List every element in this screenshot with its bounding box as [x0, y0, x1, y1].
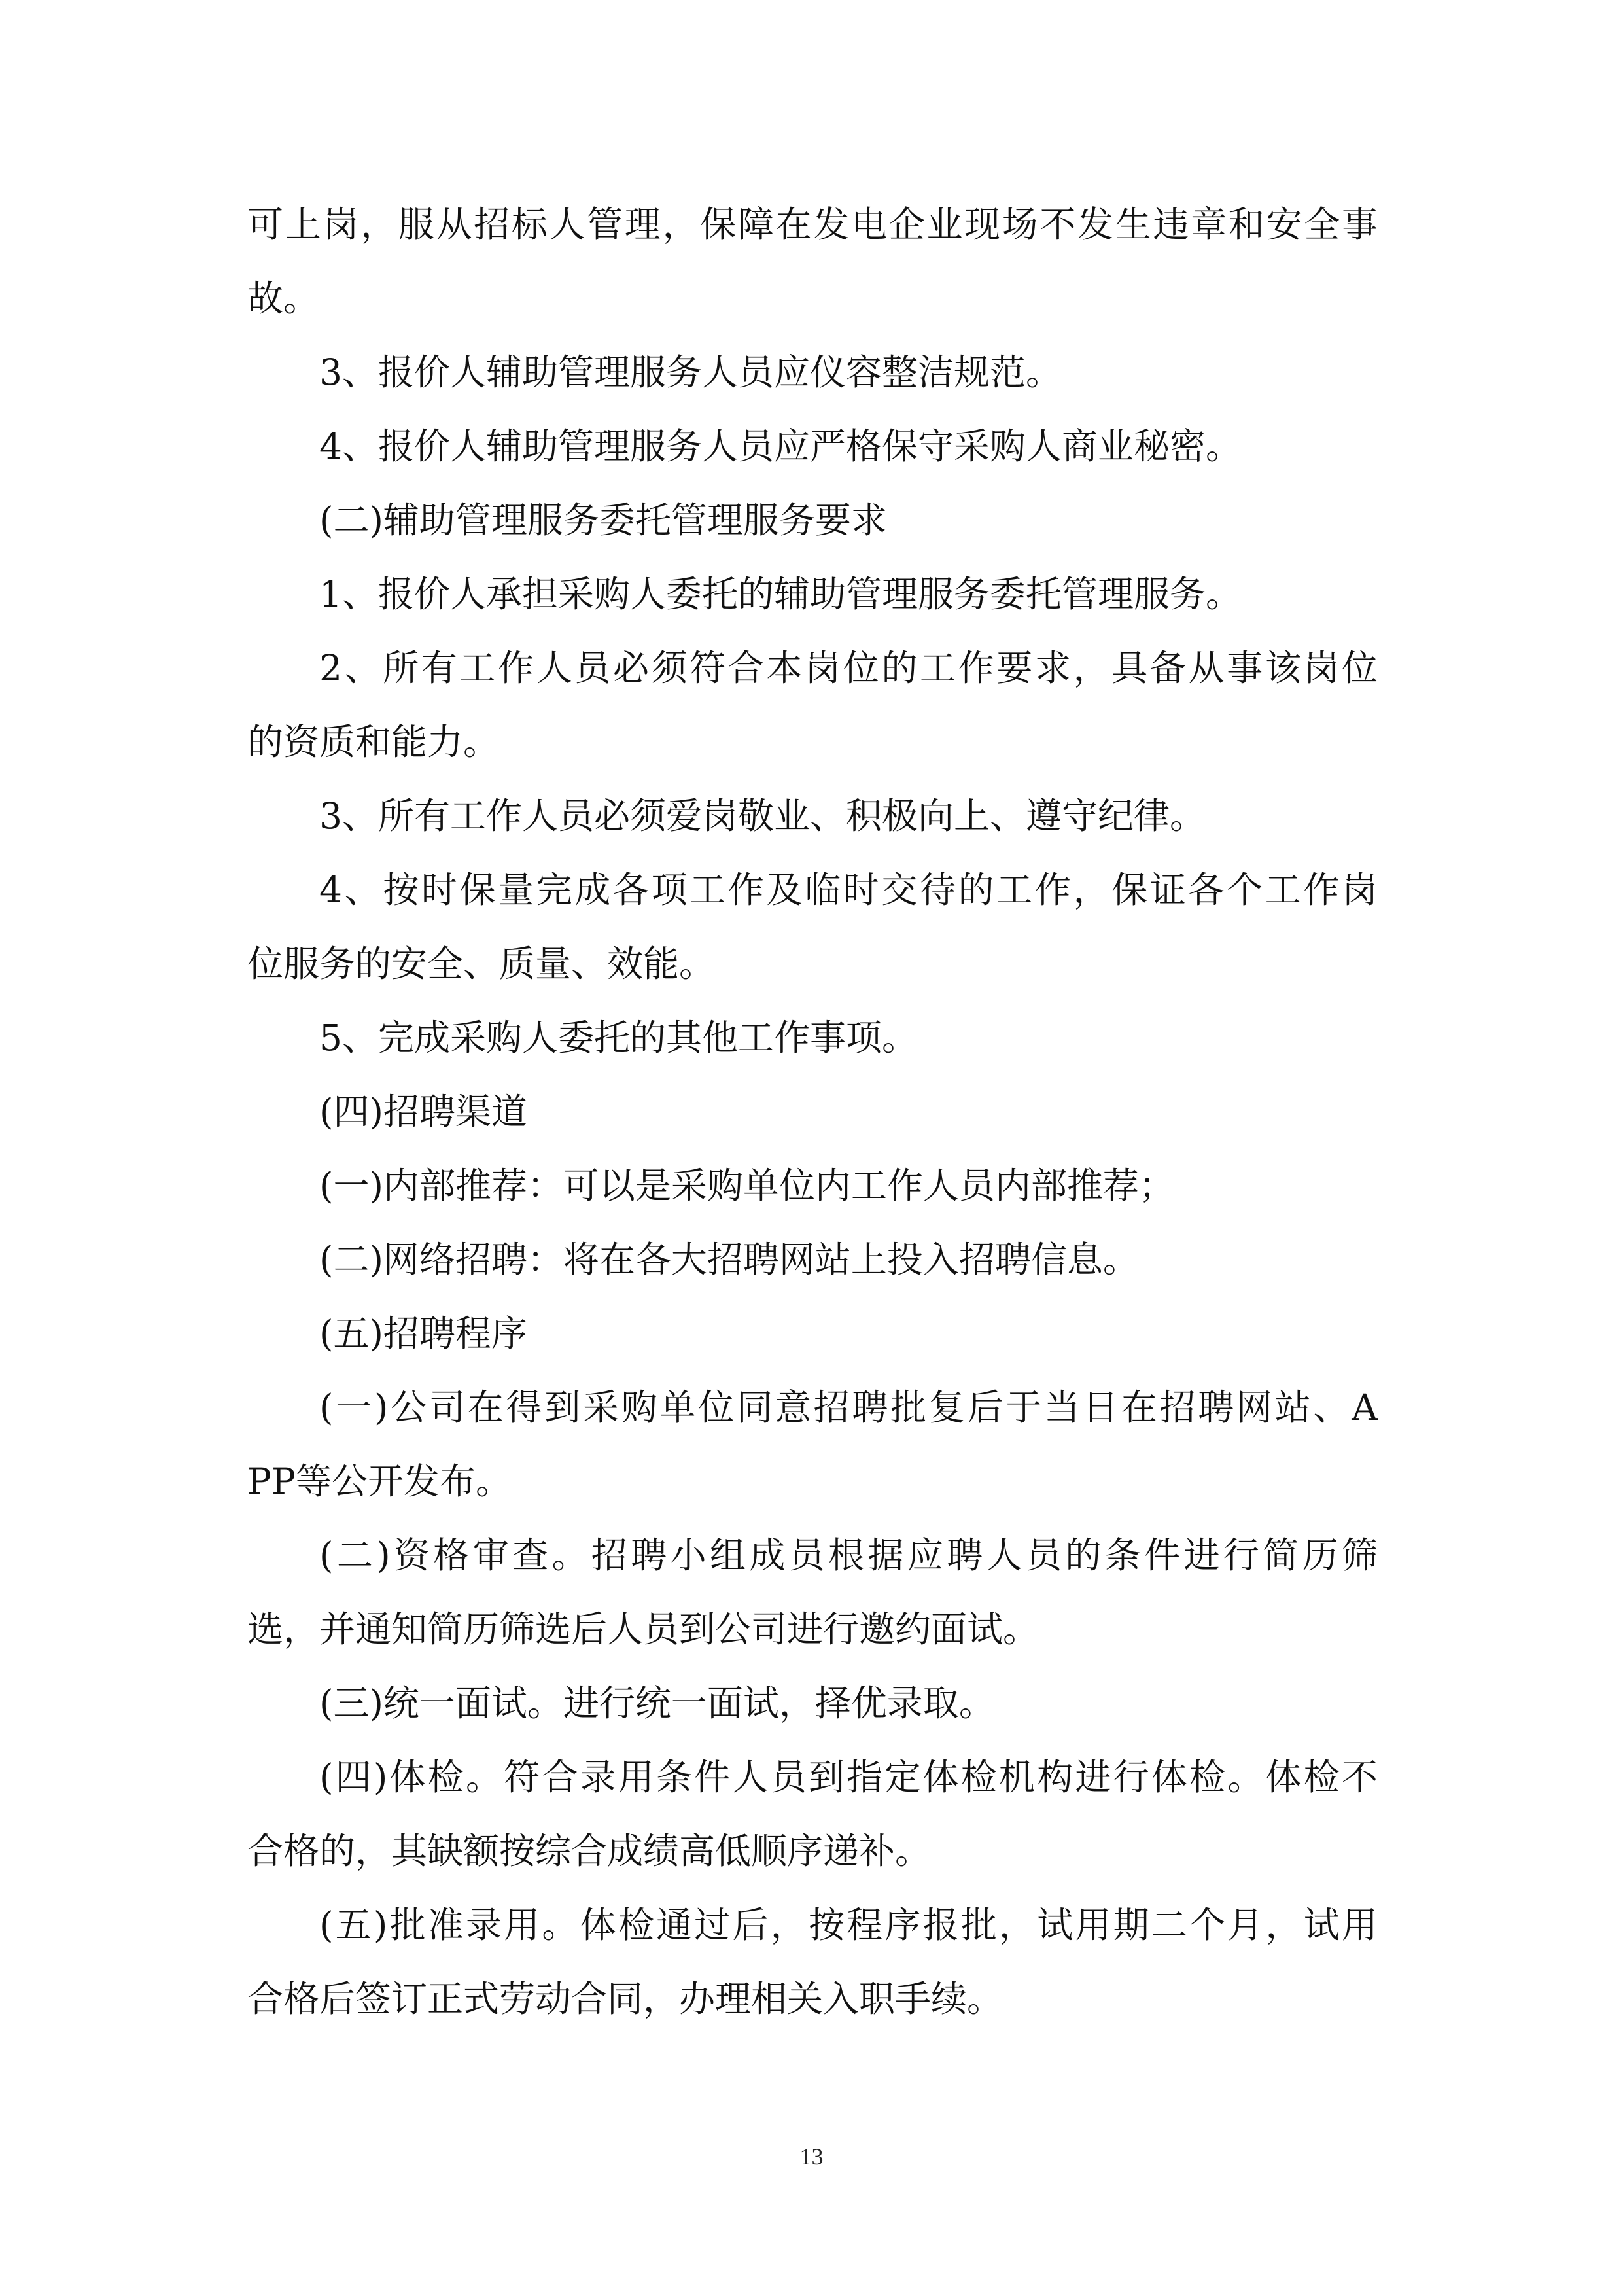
- section-heading: (二)辅助管理服务委托管理服务要求: [319, 499, 887, 541]
- text-line: 的资质和能力。: [247, 721, 500, 763]
- text-line: 合格的，其缺额按综合成绩高低顺序递补。: [247, 1830, 932, 1872]
- text-line: 可上岗，服从招标人管理，保障在发电企业现场不发生违章和安全事: [247, 203, 1378, 245]
- text-line: 选，并通知简历筛选后人员到公司进行邀约面试。: [247, 1608, 1039, 1650]
- section-heading: (五)招聘程序: [319, 1313, 527, 1354]
- text-line: 2、所有工作人员必须符合本岗位的工作要求，具备从事该岗位: [319, 647, 1378, 689]
- text-line: PP等公开发布。: [247, 1460, 512, 1502]
- text-line: 3、报价人辅助管理服务人员应仪容整洁规范。: [319, 351, 1062, 393]
- text-line: 位服务的安全、质量、效能。: [247, 943, 716, 985]
- text-line: 合格后签订正式劳动合同，办理相关入职手续。: [247, 1978, 1003, 2020]
- text-line: (一)公司在得到采购单位同意招聘批复后于当日在招聘网站、A: [319, 1386, 1378, 1428]
- text-line: 4、报价人辅助管理服务人员应严格保守采购人商业秘密。: [319, 425, 1242, 467]
- text-line: 5、完成采购人委托的其他工作事项。: [319, 1017, 918, 1059]
- text-line: (五)批准录用。体检通过后，按程序报批，试用期二个月，试用: [319, 1904, 1378, 1946]
- text-line: 4、按时保量完成各项工作及临时交待的工作，保证各个工作岗: [319, 869, 1378, 911]
- page-number: 13: [799, 2144, 824, 2170]
- text-line: 3、所有工作人员必须爱岗敬业、积极向上、遵守纪律。: [319, 795, 1206, 837]
- text-line: (一)内部推荐：可以是采购单位内工作人员内部推荐；: [319, 1165, 1175, 1207]
- text-line: 故。: [247, 277, 320, 319]
- text-line: (二)网络招聘：将在各大招聘网站上投入招聘信息。: [319, 1239, 1139, 1280]
- text-line: 1、报价人承担采购人委托的辅助管理服务委托管理服务。: [319, 573, 1242, 615]
- text-line: (四)体检。符合录用条件人员到指定体检机构进行体检。体检不: [319, 1756, 1378, 1798]
- text-line: (三)统一面试。进行统一面试，择优录取。: [319, 1682, 995, 1724]
- text-line: (二)资格审查。招聘小组成员根据应聘人员的条件进行简历筛: [319, 1534, 1378, 1576]
- section-heading: (四)招聘渠道: [319, 1091, 527, 1133]
